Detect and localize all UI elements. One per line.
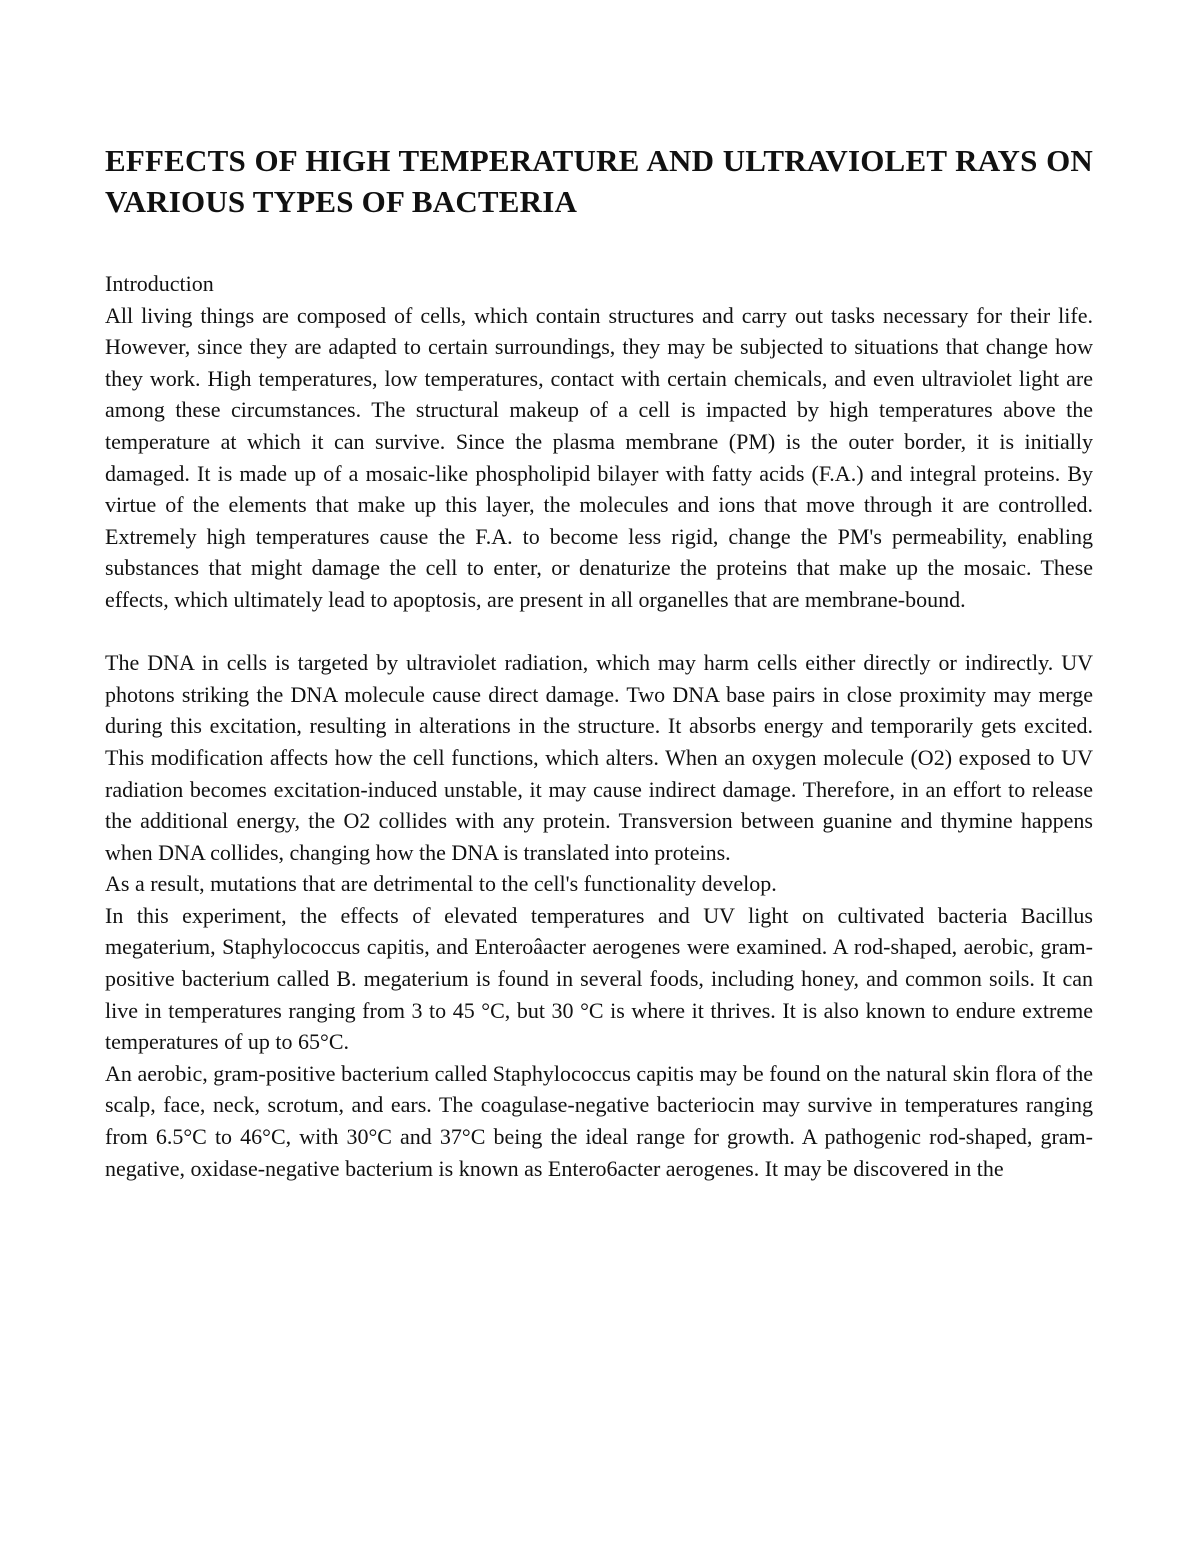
paragraph-staphylococcus: An aerobic, gram-positive bacterium called Staphylococcus capitis may be found on the natural skin flora of the scalp, face, neck, scrotum, and ears. The coagulase-negative bacteriocin may survive in temperatures ranging from 6.5°C to 46°C, with 30°C and 37°C being the ideal range for growth. A pathogenic rod-shaped, gram-negative, oxidase-negative bacterium is known as Entero6acter aerogenes. It may be discovered in the [105, 1060, 1093, 1181]
document-page [105, 140, 1093, 1184]
paragraph-uv-dna: The DNA in cells is targeted by ultraviolet radiation, which may harm cells either directly or indirectly. UV photons striking the DNA molecule cause direct damage. Two DNA base pairs in close proximity may merge during this excitation, resulting in alterations in the structure. It absorbs energy and temporarily gets excited. This modification affects how the cell functions, which alters. When an oxygen molecule (O2) exposed to UV radiation becomes excitation-induced unstable, it may cause indirect damage. Therefore, in an effort to release the additional energy, the O2 collides with any protein. Transversion between guanine and thymine happens when DNA collides, changing how the DNA is translated into proteins. [105, 650, 1093, 865]
paragraph-spacer [105, 616, 1093, 648]
section-heading-introduction: Introduction [105, 271, 214, 296]
document-title: EFFECTS OF HIGH TEMPERATURE AND ULTRAVIOLET RAYS ON VARIOUS TYPES OF BACTERIA [105, 143, 1093, 219]
paragraph-cells-intro: All living things are composed of cells, which contain structures and carry out tasks necessary for their life. However, since they are adapted to certain surroundings, they may be subjected to situations that change how they work. High temperatures, low temperatures, contact with certain chemicals, and even ultraviolet light are among these circumstances. The structural makeup of a cell is impacted by high temperatures above the temperature at which it can survive. Since the plasma membrane (PM) is the outer border, it is initially damaged. It is made up of a mosaic-like phospholipid bilayer with fatty acids (F.A.) and integral proteins. By virtue of the elements that make up this layer, the molecules and ions that move through it are controlled. Extremely high temperatures cause the F.A. to become less rigid, change the PM's permeability, enabling substances that might damage the cell to enter, or denaturize the proteins that make up the mosaic. These effects, which ultimately lead to apoptosis, are present in all organelles that are membrane-bound. [105, 302, 1093, 612]
paragraph-mutations: As a result, mutations that are detrimental to the cell's functionality develop. [105, 871, 777, 897]
paragraph-experiment: In this experiment, the effects of elevated temperatures and UV light on cultivated bacteria Bacillus megaterium, Staphylococcus capitis, and Enteroâacter aerogenes were examined. A rod-shaped, aerobic, gram-positive bacterium called B. megaterium is found in several foods, including honey, and common soils. It can live in temperatures ranging from 3 to 45 °C, but 30 °C is where it thrives. It is also known to endure extreme temperatures of up to 65°C. [105, 902, 1093, 1055]
